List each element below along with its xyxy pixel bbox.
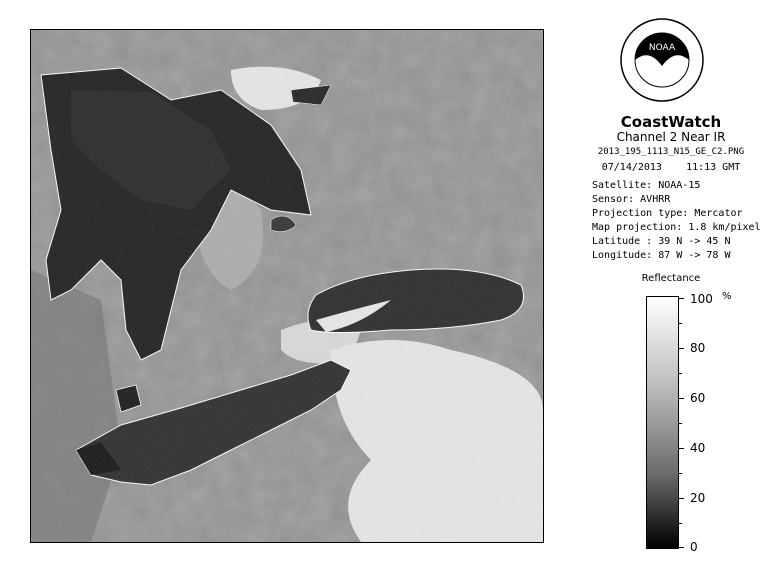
reflectance-colorbar (646, 296, 679, 549)
satellite-image (30, 29, 544, 543)
time-text: 11:13 GMT (686, 162, 741, 173)
legend-tick-label: 60 (690, 391, 706, 405)
legend-tick (679, 398, 684, 399)
legend-tick (679, 348, 684, 349)
projection-type-text: Projection type: Mercator (592, 208, 743, 219)
map-canvas (31, 30, 543, 542)
latitude-text: Latitude : 39 N -> 45 N (592, 236, 731, 247)
legend-tick-label: 40 (690, 441, 706, 455)
legend-unit: % (722, 291, 732, 302)
legend-tick (679, 298, 684, 299)
legend-tick-label: 100 (690, 292, 713, 306)
legend-tick (679, 448, 684, 449)
date-time-row (566, 161, 776, 174)
legend-tick (679, 498, 684, 499)
legend-tick (679, 373, 682, 374)
legend-title: Reflectance (641, 273, 701, 284)
date-text: 07/14/2013 (601, 162, 662, 173)
legend-tick-label: 0 (690, 540, 698, 554)
legend-tick (679, 323, 682, 324)
noaa-logo-icon (620, 18, 704, 102)
map-projection-text: Map projection: 1.8 km/pixel (592, 222, 761, 233)
satellite-text: Satellite: NOAA-15 (592, 180, 701, 191)
legend-tick (679, 547, 684, 548)
legend-tick (679, 473, 682, 474)
app-title: CoastWatch (620, 113, 722, 131)
legend-tick-label: 20 (690, 491, 706, 505)
svg-text:NOAA: NOAA (648, 43, 676, 53)
file-name: 2013_195_1113_N15_GE_C2.PNG (597, 147, 745, 157)
sensor-text: Sensor: AVHRR (592, 194, 671, 205)
legend-tick (679, 423, 682, 424)
legend-tick-label: 80 (690, 341, 706, 355)
channel-subtitle: Channel 2 Near IR (616, 130, 726, 144)
longitude-text: Longitude: 87 W -> 78 W (592, 250, 731, 261)
legend-tick (679, 523, 682, 524)
